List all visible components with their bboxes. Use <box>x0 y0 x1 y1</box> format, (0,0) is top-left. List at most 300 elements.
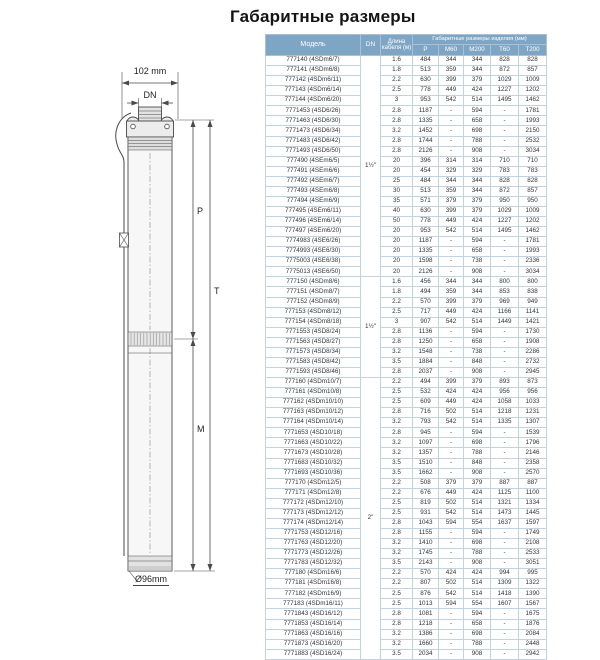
dim-m-label: M <box>197 424 205 434</box>
t200-cell: 1539 <box>519 428 547 438</box>
cable-cell: 3.2 <box>381 539 413 549</box>
model-cell: 777497 (4SEm6/20) <box>266 227 361 237</box>
model-cell: 7771853 (4SD16/14) <box>266 619 361 629</box>
table-row <box>266 468 547 478</box>
col-header-model: Модель <box>266 35 361 56</box>
m200-cell: 698 <box>464 126 491 136</box>
table-row <box>266 196 547 206</box>
table-row <box>266 237 547 247</box>
m200-cell: 344 <box>464 287 491 297</box>
t60-cell: 1473 <box>491 508 519 518</box>
p-cell: 778 <box>413 86 439 96</box>
model-cell: 777161 (4SDm10/8) <box>266 388 361 398</box>
p-cell: 945 <box>413 428 439 438</box>
t60-cell: - <box>491 448 519 458</box>
model-cell: 7771553 (4SD8/24) <box>266 327 361 337</box>
m60-cell: 542 <box>439 317 464 327</box>
t200-cell: 1993 <box>519 247 547 257</box>
t200-cell: 1730 <box>519 327 547 337</box>
table-row <box>266 56 547 66</box>
m60-cell: - <box>439 327 464 337</box>
m200-cell: 514 <box>464 418 491 428</box>
t200-cell: 1421 <box>519 317 547 327</box>
p-cell: 1155 <box>413 528 439 538</box>
m60-cell: 449 <box>439 307 464 317</box>
t200-cell: 828 <box>519 176 547 186</box>
cable-cell: 3.5 <box>381 649 413 659</box>
cable-cell: 1.8 <box>381 287 413 297</box>
m60-cell: - <box>439 136 464 146</box>
m60-cell: 542 <box>439 227 464 237</box>
table-row <box>266 96 547 106</box>
t200-cell: 1009 <box>519 206 547 216</box>
m200-cell: 908 <box>464 468 491 478</box>
p-cell: 1187 <box>413 106 439 116</box>
p-cell: 953 <box>413 96 439 106</box>
t60-cell: - <box>491 619 519 629</box>
cable-cell: 20 <box>381 247 413 257</box>
t60-cell: - <box>491 539 519 549</box>
cable-cell: 2.2 <box>381 76 413 86</box>
m200-cell: 379 <box>464 378 491 388</box>
t60-cell: - <box>491 116 519 126</box>
m200-cell: 594 <box>464 428 491 438</box>
m200-cell: 908 <box>464 559 491 569</box>
t200-cell: 1675 <box>519 609 547 619</box>
table-row <box>266 76 547 86</box>
t60-cell: 969 <box>491 297 519 307</box>
p-cell: 508 <box>413 478 439 488</box>
m60-cell: 359 <box>439 186 464 196</box>
m200-cell: 424 <box>464 307 491 317</box>
m60-cell: - <box>439 468 464 478</box>
m200-cell: 379 <box>464 478 491 488</box>
m60-cell: - <box>439 347 464 357</box>
m200-cell: 594 <box>464 106 491 116</box>
p-cell: 1187 <box>413 237 439 247</box>
cable-cell: 2.8 <box>381 146 413 156</box>
t60-cell: 710 <box>491 156 519 166</box>
m200-cell: 344 <box>464 176 491 186</box>
m200-cell: 908 <box>464 649 491 659</box>
col-header-m200: M200 <box>464 45 491 56</box>
table-row <box>266 458 547 468</box>
cable-cell: 3.2 <box>381 639 413 649</box>
left-lug-hole <box>131 124 136 129</box>
m200-cell: 738 <box>464 257 491 267</box>
t200-cell: 1100 <box>519 488 547 498</box>
model-cell: 777141 (4SDm6/8) <box>266 66 361 76</box>
m200-cell: 379 <box>464 297 491 307</box>
table-row <box>266 287 547 297</box>
p-cell: 456 <box>413 277 439 287</box>
m60-cell: - <box>439 126 464 136</box>
t200-cell: 956 <box>519 388 547 398</box>
m200-cell: 788 <box>464 448 491 458</box>
m200-cell: 698 <box>464 539 491 549</box>
m200-cell: 379 <box>464 196 491 206</box>
header-row-1 <box>266 35 547 45</box>
model-cell: 7771863 (4SD16/16) <box>266 629 361 639</box>
t60-cell: 1495 <box>491 227 519 237</box>
t200-cell: 1908 <box>519 337 547 347</box>
m200-cell: 738 <box>464 347 491 357</box>
table-row <box>266 518 547 528</box>
table-row <box>266 297 547 307</box>
t200-cell: 1202 <box>519 86 547 96</box>
model-cell: 777496 (4SEm6/14) <box>266 217 361 227</box>
t60-cell: 887 <box>491 478 519 488</box>
t60-cell: 950 <box>491 196 519 206</box>
table-row <box>266 116 547 126</box>
m200-cell: 424 <box>464 398 491 408</box>
p-cell: 778 <box>413 217 439 227</box>
model-cell: 777151 (4SDm8/7) <box>266 287 361 297</box>
dimensions-table <box>265 34 547 660</box>
m200-cell: 594 <box>464 327 491 337</box>
m200-cell: 698 <box>464 629 491 639</box>
t60-cell: - <box>491 458 519 468</box>
model-cell: 777170 (4SDm12/5) <box>266 478 361 488</box>
t200-cell: 1462 <box>519 96 547 106</box>
p-cell: 793 <box>413 418 439 428</box>
t60-cell: - <box>491 559 519 569</box>
table-row <box>266 106 547 116</box>
cable-cell: 2.5 <box>381 307 413 317</box>
cable-cell: 3.2 <box>381 347 413 357</box>
m200-cell: 658 <box>464 116 491 126</box>
m60-cell: 344 <box>439 277 464 287</box>
t60-cell: 994 <box>491 569 519 579</box>
model-cell: 7771573 (4SD8/34) <box>266 347 361 357</box>
p-cell: 1013 <box>413 599 439 609</box>
p-cell: 532 <box>413 388 439 398</box>
m60-cell: 502 <box>439 498 464 508</box>
t60-cell: - <box>491 438 519 448</box>
pump-outlet <box>139 107 162 121</box>
t60-cell: - <box>491 247 519 257</box>
model-cell: 7771753 (4SD12/16) <box>266 528 361 538</box>
p-cell: 1218 <box>413 619 439 629</box>
m60-cell: 502 <box>439 579 464 589</box>
m60-cell: 594 <box>439 599 464 609</box>
model-cell: 777150 (4SDm8/6) <box>266 277 361 287</box>
cable-cell: 3.2 <box>381 126 413 136</box>
t200-cell: 1033 <box>519 398 547 408</box>
table-row <box>266 539 547 549</box>
p-cell: 454 <box>413 166 439 176</box>
table-row <box>266 408 547 418</box>
p-cell: 1043 <box>413 518 439 528</box>
p-cell: 1745 <box>413 549 439 559</box>
table-row <box>266 498 547 508</box>
t200-cell: 1231 <box>519 408 547 418</box>
t200-cell: 1334 <box>519 498 547 508</box>
t60-cell: - <box>491 428 519 438</box>
table-row <box>266 428 547 438</box>
t60-cell: - <box>491 257 519 267</box>
m200-cell: 788 <box>464 136 491 146</box>
t60-cell: 1309 <box>491 579 519 589</box>
m200-cell: 514 <box>464 579 491 589</box>
table-row <box>266 388 547 398</box>
m60-cell: 594 <box>439 518 464 528</box>
m60-cell: - <box>439 649 464 659</box>
model-cell: 7775013 (4SE6/50) <box>266 267 361 277</box>
p-cell: 1598 <box>413 257 439 267</box>
t60-cell: 1227 <box>491 217 519 227</box>
t60-cell: 1227 <box>491 86 519 96</box>
table-row <box>266 327 547 337</box>
t200-cell: 828 <box>519 56 547 66</box>
m60-cell: - <box>439 448 464 458</box>
model-cell: 7771873 (4SD16/20) <box>266 639 361 649</box>
t200-cell: 1009 <box>519 76 547 86</box>
m60-cell: 329 <box>439 166 464 176</box>
dn-cell: 2" <box>361 378 381 660</box>
p-cell: 819 <box>413 498 439 508</box>
p-cell: 396 <box>413 156 439 166</box>
t200-cell: 1749 <box>519 528 547 538</box>
table-row <box>266 448 547 458</box>
dim-width-label: 102 mm <box>133 66 167 76</box>
t200-cell: 1781 <box>519 237 547 247</box>
m60-cell: - <box>439 549 464 559</box>
m200-cell: 848 <box>464 357 491 367</box>
t60-cell: 1637 <box>491 518 519 528</box>
t60-cell: 956 <box>491 388 519 398</box>
m60-cell: 449 <box>439 488 464 498</box>
t60-cell: - <box>491 337 519 347</box>
t200-cell: 2150 <box>519 126 547 136</box>
cable-cell: 2.2 <box>381 579 413 589</box>
m200-cell: 594 <box>464 528 491 538</box>
m60-cell: - <box>439 146 464 156</box>
t200-cell: 3034 <box>519 267 547 277</box>
table-row <box>266 398 547 408</box>
cable-cell: 2.8 <box>381 327 413 337</box>
m200-cell: 344 <box>464 186 491 196</box>
t60-cell: - <box>491 267 519 277</box>
m200-cell: 344 <box>464 277 491 287</box>
m200-cell: 514 <box>464 317 491 327</box>
model-cell: 7771473 (4SD6/34) <box>266 126 361 136</box>
model-cell: 7771593 (4SD8/46) <box>266 367 361 377</box>
p-cell: 1884 <box>413 357 439 367</box>
p-cell: 513 <box>413 66 439 76</box>
t200-cell: 1876 <box>519 619 547 629</box>
model-cell: 7771673 (4SD10/28) <box>266 448 361 458</box>
model-cell: 777491 (4SEm6/6) <box>266 166 361 176</box>
m60-cell: - <box>439 438 464 448</box>
cable-cell: 3.5 <box>381 468 413 478</box>
model-cell: 7771493 (4SD6/50) <box>266 146 361 156</box>
t200-cell: 1567 <box>519 599 547 609</box>
p-cell: 1410 <box>413 539 439 549</box>
p-cell: 1510 <box>413 458 439 468</box>
cable-cell: 20 <box>381 166 413 176</box>
t60-cell: 1058 <box>491 398 519 408</box>
cable-cell: 2.8 <box>381 116 413 126</box>
t200-cell: 949 <box>519 297 547 307</box>
t200-cell: 2336 <box>519 257 547 267</box>
t200-cell: 887 <box>519 478 547 488</box>
t60-cell: - <box>491 347 519 357</box>
m200-cell: 788 <box>464 639 491 649</box>
model-cell: 777171 (4SDm12/8) <box>266 488 361 498</box>
cable-cell: 2.5 <box>381 589 413 599</box>
t60-cell: - <box>491 468 519 478</box>
t60-cell: - <box>491 237 519 247</box>
m200-cell: 379 <box>464 206 491 216</box>
m60-cell: 542 <box>439 589 464 599</box>
table-row <box>266 206 547 216</box>
m200-cell: 594 <box>464 609 491 619</box>
t200-cell: 1141 <box>519 307 547 317</box>
t60-cell: 872 <box>491 186 519 196</box>
cable-cell: 2.2 <box>381 478 413 488</box>
table-row <box>266 257 547 267</box>
table-row <box>266 367 547 377</box>
motor-bottom-cap <box>128 556 172 571</box>
p-cell: 716 <box>413 408 439 418</box>
model-cell: 7771463 (4SD6/30) <box>266 116 361 126</box>
m60-cell: 424 <box>439 569 464 579</box>
model-cell: 777492 (4SEm6/7) <box>266 176 361 186</box>
cable-cell: 50 <box>381 217 413 227</box>
m200-cell: 514 <box>464 408 491 418</box>
p-cell: 2037 <box>413 367 439 377</box>
m200-cell: 424 <box>464 569 491 579</box>
model-cell: 7771663 (4SD10/22) <box>266 438 361 448</box>
col-header-t60: T60 <box>491 45 519 56</box>
cable-cell: 20 <box>381 257 413 267</box>
p-cell: 907 <box>413 317 439 327</box>
m200-cell: 908 <box>464 367 491 377</box>
table-row <box>266 378 547 388</box>
m60-cell: 542 <box>439 96 464 106</box>
cable-cell: 2.2 <box>381 569 413 579</box>
t200-cell: 2108 <box>519 539 547 549</box>
t200-cell: 2286 <box>519 347 547 357</box>
table-row <box>266 438 547 448</box>
cable-cell: 25 <box>381 176 413 186</box>
table-row <box>266 126 547 136</box>
cable-cell: 30 <box>381 186 413 196</box>
p-cell: 2034 <box>413 649 439 659</box>
t200-cell: 857 <box>519 66 547 76</box>
t200-cell: 873 <box>519 378 547 388</box>
cable-cell: 2.5 <box>381 498 413 508</box>
m60-cell: - <box>439 106 464 116</box>
cable-cell: 2.2 <box>381 488 413 498</box>
table-row <box>266 166 547 176</box>
cable-cell: 2.8 <box>381 619 413 629</box>
m60-cell: 542 <box>439 418 464 428</box>
p-cell: 630 <box>413 76 439 86</box>
m60-cell: - <box>439 539 464 549</box>
m60-cell: - <box>439 116 464 126</box>
cable-cell: 2.8 <box>381 609 413 619</box>
model-cell: 777181 (4SDm16/8) <box>266 579 361 589</box>
col-header-p: P <box>413 45 439 56</box>
m60-cell: 379 <box>439 478 464 488</box>
cable-cell: 2.2 <box>381 378 413 388</box>
cable-cell: 3.2 <box>381 418 413 428</box>
p-cell: 1660 <box>413 639 439 649</box>
cable-cell: 40 <box>381 206 413 216</box>
table-row <box>266 247 547 257</box>
col-header-t200: T200 <box>519 45 547 56</box>
cable-cell: 3.5 <box>381 559 413 569</box>
t200-cell: 1445 <box>519 508 547 518</box>
model-cell: 7771653 (4SD10/18) <box>266 428 361 438</box>
model-cell: 777172 (4SDm12/10) <box>266 498 361 508</box>
t60-cell: 828 <box>491 176 519 186</box>
col-header-m60: M60 <box>439 45 464 56</box>
table-row <box>266 317 547 327</box>
t200-cell: 3051 <box>519 559 547 569</box>
table-row <box>266 146 547 156</box>
model-cell: 7774993 (4SE6/30) <box>266 247 361 257</box>
table-row <box>266 609 547 619</box>
cable-cell: 2.5 <box>381 599 413 609</box>
dim-p-label: P <box>197 206 204 216</box>
m60-cell: - <box>439 559 464 569</box>
table-row <box>266 307 547 317</box>
model-cell: 777494 (4SEm6/9) <box>266 196 361 206</box>
t60-cell: - <box>491 367 519 377</box>
p-cell: 1744 <box>413 136 439 146</box>
model-cell: 7774983 (4SE6/26) <box>266 237 361 247</box>
m60-cell: 359 <box>439 66 464 76</box>
p-cell: 570 <box>413 569 439 579</box>
p-cell: 494 <box>413 378 439 388</box>
t200-cell: 3034 <box>519 146 547 156</box>
table-row <box>266 488 547 498</box>
t60-cell: 1607 <box>491 599 519 609</box>
m200-cell: 658 <box>464 247 491 257</box>
t60-cell: 1418 <box>491 589 519 599</box>
table-row <box>266 629 547 639</box>
cable-cell: 20 <box>381 237 413 247</box>
table-row <box>266 528 547 538</box>
model-cell: 777152 (4SDm8/9) <box>266 297 361 307</box>
p-cell: 571 <box>413 196 439 206</box>
table-row <box>266 649 547 659</box>
col-header-cable-length: Длина кабеля (м) <box>381 35 413 56</box>
t200-cell: 710 <box>519 156 547 166</box>
t200-cell: 2732 <box>519 357 547 367</box>
t200-cell: 2533 <box>519 549 547 559</box>
m60-cell: 502 <box>439 408 464 418</box>
table-row <box>266 136 547 146</box>
m60-cell: - <box>439 428 464 438</box>
t60-cell: - <box>491 126 519 136</box>
m200-cell: 594 <box>464 237 491 247</box>
cable-cell: 2.8 <box>381 136 413 146</box>
right-lug-hole <box>165 124 170 129</box>
cable-cell: 2.8 <box>381 367 413 377</box>
model-cell: 7771763 (4SD12/20) <box>266 539 361 549</box>
cable-cell: 1.6 <box>381 277 413 287</box>
t60-cell: 872 <box>491 66 519 76</box>
t60-cell: 800 <box>491 277 519 287</box>
t200-cell: 2448 <box>519 639 547 649</box>
table-row <box>266 549 547 559</box>
m60-cell: - <box>439 458 464 468</box>
cable-cell: 1.6 <box>381 56 413 66</box>
